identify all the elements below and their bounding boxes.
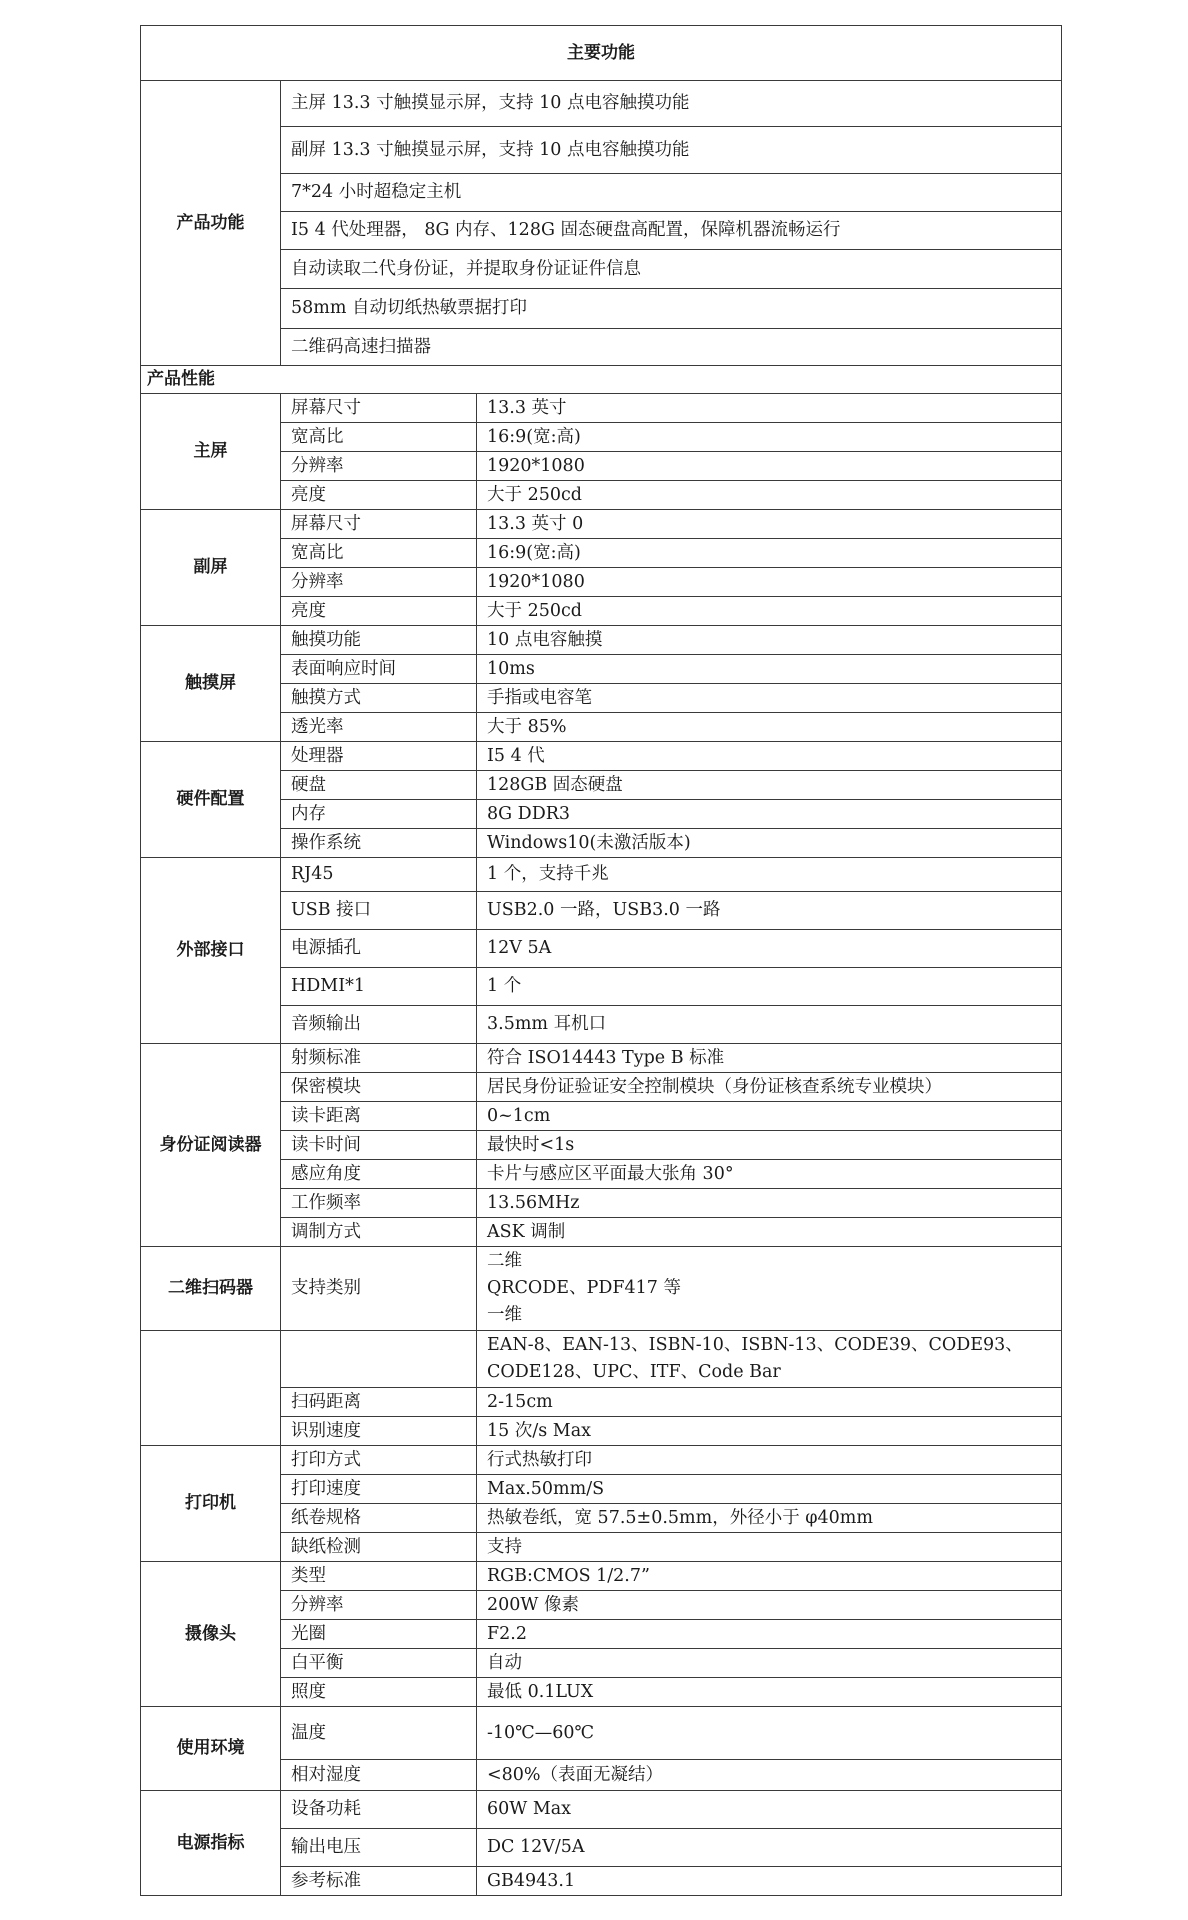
spec-name: 宽高比 (281, 423, 477, 452)
spec-row (141, 858, 1062, 892)
spec-name: 类型 (281, 1562, 477, 1591)
spec-value: 16:9(宽:高) (477, 539, 1062, 568)
spec-value: RGB:CMOS 1/2.7” (477, 1562, 1062, 1591)
spec-name: 打印方式 (281, 1446, 477, 1475)
spec-value: 15 次/s Max (477, 1417, 1062, 1446)
spec-name: 亮度 (281, 481, 477, 510)
spec-name: 电源插孔 (281, 930, 477, 968)
group-label: 使用环境 (141, 1707, 281, 1791)
spec-name: 操作系统 (281, 829, 477, 858)
spec-value: USB2.0 一路，USB3.0 一路 (477, 892, 1062, 930)
spec-table (140, 25, 1062, 1896)
spec-name: 表面响应时间 (281, 655, 477, 684)
spec-value: 大于 250cd (477, 481, 1062, 510)
spec-table-body (141, 26, 1062, 1896)
feature-item: 7*24 小时超稳定主机 (281, 174, 1062, 212)
spec-name: 纸卷规格 (281, 1504, 477, 1533)
spec-value-multiline (477, 1247, 1062, 1331)
group-label: 触摸屏 (141, 626, 281, 742)
spec-row (141, 1446, 1062, 1475)
spec-value: 3.5mm 耳机口 (477, 1006, 1062, 1044)
spec-value: 13.3 英寸 (477, 394, 1062, 423)
spec-value: DC 12V/5A (477, 1829, 1062, 1867)
group-label: 二维扫码器 (141, 1247, 281, 1331)
spec-value: 13.56MHz (477, 1189, 1062, 1218)
spec-value: 200W 像素 (477, 1591, 1062, 1620)
spec-name: 读卡距离 (281, 1102, 477, 1131)
spec-value: 居民身份证验证安全控制模块（身份证核查系统专业模块） (477, 1073, 1062, 1102)
spec-name: 透光率 (281, 713, 477, 742)
group-label-empty (141, 1331, 281, 1446)
spec-value: GB4943.1 (477, 1867, 1062, 1896)
spec-name: 光圈 (281, 1620, 477, 1649)
spec-value: 自动 (477, 1649, 1062, 1678)
spec-name: RJ45 (281, 858, 477, 892)
support-line: 二维 (487, 1251, 522, 1271)
spec-value: I5 4 代 (477, 742, 1062, 771)
spec-name: 支持类别 (281, 1247, 477, 1331)
spec-value: 最快时<1s (477, 1131, 1062, 1160)
spec-value: 128GB 固态硬盘 (477, 771, 1062, 800)
spec-name: 照度 (281, 1678, 477, 1707)
spec-value: 10ms (477, 655, 1062, 684)
group-label: 外部接口 (141, 858, 281, 1044)
spec-row (141, 1707, 1062, 1760)
spec-name: 保密模块 (281, 1073, 477, 1102)
spec-value: -10℃—60℃ (477, 1707, 1062, 1760)
spec-row (141, 742, 1062, 771)
spec-name: 触摸方式 (281, 684, 477, 713)
spec-name: 识别速度 (281, 1417, 477, 1446)
scanner-support-row (141, 1247, 1062, 1331)
spec-name: 分辨率 (281, 1591, 477, 1620)
spec-value: 10 点电容触摸 (477, 626, 1062, 655)
spec-value: 2-15cm (477, 1388, 1062, 1417)
group-label: 摄像头 (141, 1562, 281, 1707)
spec-value: 1920*1080 (477, 452, 1062, 481)
spec-name: 工作频率 (281, 1189, 477, 1218)
feature-item: 主屏 13.3 寸触摸显示屏，支持 10 点电容触摸功能 (281, 81, 1062, 127)
spec-value: 行式热敏打印 (477, 1446, 1062, 1475)
spec-name: 温度 (281, 1707, 477, 1760)
spec-name: HDMI*1 (281, 968, 477, 1006)
spec-value: 0~1cm (477, 1102, 1062, 1131)
spec-value: 1 个 (477, 968, 1062, 1006)
feature-item: 二维码高速扫描器 (281, 329, 1062, 366)
scanner-barcode-row (141, 1331, 1062, 1388)
spec-row (141, 1562, 1062, 1591)
barcode-types: EAN-8、EAN-13、ISBN-10、ISBN-13、CODE39、CODE93、CODE128、UPC、ITF、Code Bar (477, 1331, 1062, 1388)
title-row (141, 26, 1062, 81)
spec-name: 缺纸检测 (281, 1533, 477, 1562)
group-label: 副屏 (141, 510, 281, 626)
performance-header-row (141, 366, 1062, 394)
spec-value: 热敏卷纸，宽 57.5±0.5mm，外径小于 φ40mm (477, 1504, 1062, 1533)
spec-value: 大于 85% (477, 713, 1062, 742)
spec-value: 卡片与感应区平面最大张角 30° (477, 1160, 1062, 1189)
group-label: 电源指标 (141, 1791, 281, 1896)
spec-value: 1920*1080 (477, 568, 1062, 597)
spec-name-empty (281, 1331, 477, 1388)
spec-name: 感应角度 (281, 1160, 477, 1189)
group-label: 主屏 (141, 394, 281, 510)
spec-name: 音频输出 (281, 1006, 477, 1044)
spec-value: 16:9(宽:高) (477, 423, 1062, 452)
spec-name: 参考标准 (281, 1867, 477, 1896)
spec-value: <80%（表面无凝结） (477, 1760, 1062, 1791)
spec-value: 大于 250cd (477, 597, 1062, 626)
spec-name: 分辨率 (281, 568, 477, 597)
spec-value: 60W Max (477, 1791, 1062, 1829)
spec-name: 亮度 (281, 597, 477, 626)
support-line: QRCODE、PDF417 等 (487, 1278, 681, 1298)
spec-name: 白平衡 (281, 1649, 477, 1678)
support-line: 一维 (487, 1305, 522, 1325)
spec-name: USB 接口 (281, 892, 477, 930)
spec-name: 调制方式 (281, 1218, 477, 1247)
spec-value: 最低 0.1LUX (477, 1678, 1062, 1707)
spec-value: 8G DDR3 (477, 800, 1062, 829)
spec-name: 设备功耗 (281, 1791, 477, 1829)
spec-value: 13.3 英寸 0 (477, 510, 1062, 539)
group-label: 打印机 (141, 1446, 281, 1562)
spec-name: 射频标准 (281, 1044, 477, 1073)
spec-name: 分辨率 (281, 452, 477, 481)
feature-item: 自动读取二代身份证，并提取身份证证件信息 (281, 250, 1062, 289)
feature-item: 副屏 13.3 寸触摸显示屏，支持 10 点电容触摸功能 (281, 127, 1062, 174)
spec-value: Max.50mm/S (477, 1475, 1062, 1504)
spec-name: 宽高比 (281, 539, 477, 568)
feature-section-label: 产品功能 (141, 81, 281, 366)
spec-name: 扫码距离 (281, 1388, 477, 1417)
feature-row (141, 81, 1062, 127)
spec-value: 符合 ISO14443 Type B 标准 (477, 1044, 1062, 1073)
spec-value: 12V 5A (477, 930, 1062, 968)
group-label: 硬件配置 (141, 742, 281, 858)
spec-name: 硬盘 (281, 771, 477, 800)
spec-value: 手指或电容笔 (477, 684, 1062, 713)
spec-name: 读卡时间 (281, 1131, 477, 1160)
spec-name: 相对湿度 (281, 1760, 477, 1791)
spec-name: 处理器 (281, 742, 477, 771)
spec-name: 输出电压 (281, 1829, 477, 1867)
spec-row (141, 1044, 1062, 1073)
spec-value: ASK 调制 (477, 1218, 1062, 1247)
group-label: 身份证阅读器 (141, 1044, 281, 1247)
spec-row (141, 626, 1062, 655)
table-title: 主要功能 (141, 26, 1062, 81)
feature-item: I5 4 代处理器， 8G 内存、128G 固态硬盘高配置，保障机器流畅运行 (281, 212, 1062, 250)
spec-name: 屏幕尺寸 (281, 394, 477, 423)
spec-value: F2.2 (477, 1620, 1062, 1649)
spec-value: 1 个，支持千兆 (477, 858, 1062, 892)
spec-row (141, 510, 1062, 539)
spec-name: 打印速度 (281, 1475, 477, 1504)
performance-header: 产品性能 (141, 366, 1062, 394)
spec-value: 支持 (477, 1533, 1062, 1562)
spec-row (141, 394, 1062, 423)
spec-row (141, 1791, 1062, 1829)
spec-name: 触摸功能 (281, 626, 477, 655)
spec-value: Windows10(未激活版本) (477, 829, 1062, 858)
feature-item: 58mm 自动切纸热敏票据打印 (281, 289, 1062, 329)
spec-name: 内存 (281, 800, 477, 829)
spec-name: 屏幕尺寸 (281, 510, 477, 539)
